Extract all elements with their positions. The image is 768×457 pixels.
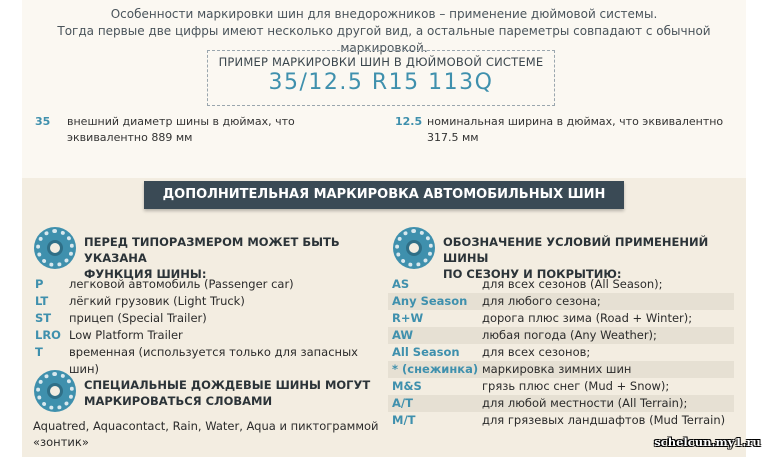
season-code: R+W bbox=[392, 311, 424, 325]
season-code: Any Season bbox=[392, 294, 468, 308]
function-desc: временная (используется только для запасных шин) bbox=[69, 345, 358, 376]
detail-text-line: внешний диаметр шины в дюймах, что bbox=[67, 115, 295, 128]
list-item bbox=[388, 327, 734, 344]
detail-text-line: 317.5 мм bbox=[427, 131, 479, 144]
season-list bbox=[388, 276, 734, 429]
list-item bbox=[388, 276, 734, 293]
function-code: ST bbox=[35, 311, 52, 325]
function-desc: прицеп (Special Trailer) bbox=[69, 311, 207, 325]
function-title-line-2: ФУНКЦИЯ ШИНЫ: bbox=[84, 267, 207, 281]
list-item bbox=[388, 310, 734, 327]
intro-line-1: Особенности маркировки шин для внедорожников – применение дюймовой системы. bbox=[110, 7, 658, 21]
rain-text-line-2: «зонтик» bbox=[33, 435, 89, 449]
season-code: AW bbox=[392, 328, 414, 342]
detail-text-line: эквивалентно 889 мм bbox=[67, 131, 193, 144]
rain-title-line-2: МАРКИРОВАТЬСЯ СЛОВАМИ bbox=[84, 394, 273, 408]
season-code: AS bbox=[392, 277, 410, 291]
list-item bbox=[35, 276, 385, 293]
gear-icon bbox=[36, 372, 74, 410]
season-code: A/T bbox=[392, 396, 413, 410]
function-code: T bbox=[35, 345, 43, 359]
function-desc: легковой автомобиль (Passenger car) bbox=[69, 277, 294, 291]
season-desc: маркировка зимних шин bbox=[482, 362, 632, 376]
function-code: LRO bbox=[35, 328, 61, 342]
watermark: schelcun.my1.ru bbox=[654, 435, 761, 449]
function-code: P bbox=[35, 277, 44, 291]
rain-text-line-1: Aquatred, Aquacontact, Rain, Water, Aqua и пиктограммой bbox=[33, 419, 379, 433]
season-title-line-2: ПО СЕЗОНУ И ПОКРЫТИЮ: bbox=[443, 267, 622, 281]
function-section-title bbox=[84, 234, 384, 282]
season-desc: для любой местности (All Terrain); bbox=[482, 396, 688, 410]
example-label: ПРИМЕР МАРКИРОВКИ ШИН В ДЮЙМОВОЙ СИСТЕМЕ bbox=[218, 55, 544, 69]
list-item bbox=[388, 344, 734, 361]
list-item bbox=[35, 344, 385, 376]
season-desc: для любого сезона; bbox=[482, 294, 601, 308]
list-item bbox=[388, 395, 734, 412]
example-box bbox=[207, 50, 555, 106]
list-item bbox=[388, 293, 734, 310]
detail-text-line: номинальная ширина в дюймах, что эквивалентно bbox=[427, 115, 724, 128]
rain-title-line-1: СПЕЦИАЛЬНЫЕ ДОЖДЕВЫЕ ШИНЫ МОГУТ bbox=[84, 378, 371, 392]
season-desc: для грязевых ландшафтов (Mud Terrain) bbox=[482, 413, 726, 427]
function-desc: лёгкий грузовик (Light Truck) bbox=[69, 294, 245, 308]
season-title-line-1: ОБОЗНАЧЕНИЕ УСЛОВИЙ ПРИМЕНЕНИЙ ШИНЫ bbox=[443, 235, 709, 265]
season-code: M/T bbox=[392, 413, 416, 427]
function-desc: Low Platform Trailer bbox=[69, 328, 183, 342]
detail-number: 12.5 bbox=[395, 115, 423, 128]
season-code: * (снежинка) bbox=[392, 362, 479, 376]
season-code: M&S bbox=[392, 379, 422, 393]
detail-number: 35 bbox=[35, 115, 51, 128]
section-banner: ДОПОЛНИТЕЛЬНАЯ МАРКИРОВКА АВТОМОБИЛЬНЫХ ШИН bbox=[144, 181, 624, 209]
example-code: 35/12.5 R15 113Q bbox=[268, 70, 494, 95]
list-item bbox=[35, 327, 385, 344]
season-desc: дорога плюс зима (Road + Winter); bbox=[482, 311, 693, 325]
list-item bbox=[35, 293, 385, 310]
gear-icon bbox=[36, 229, 74, 267]
function-title-line-1: ПЕРЕД ТИПОРАЗМЕРОМ МОЖЕТ БЫТЬ УКАЗАНА bbox=[84, 235, 340, 265]
season-section-title bbox=[443, 234, 743, 282]
intro-line-2: Тогда первые две цифры имеют несколько другой вид, а остальные пареметры совпадают с обычной маркировкой. bbox=[57, 24, 711, 55]
function-code: LT bbox=[35, 294, 49, 308]
detail-width bbox=[395, 114, 735, 148]
season-desc: любая погода (Any Weather); bbox=[482, 328, 657, 342]
season-desc: для всех сезонов (All Season); bbox=[482, 277, 663, 291]
season-desc: для всех сезонов; bbox=[482, 345, 591, 359]
rain-text bbox=[33, 418, 383, 450]
detail-diameter bbox=[35, 114, 365, 148]
list-item bbox=[35, 310, 385, 327]
snowflake-gear-icon bbox=[395, 229, 433, 267]
list-item bbox=[388, 412, 734, 429]
list-item bbox=[388, 378, 734, 395]
rain-section-title bbox=[84, 377, 384, 409]
season-desc: грязь плюс снег (Mud + Snow); bbox=[482, 379, 670, 393]
function-list bbox=[35, 276, 385, 376]
season-code: All Season bbox=[392, 345, 460, 359]
list-item bbox=[388, 361, 734, 378]
